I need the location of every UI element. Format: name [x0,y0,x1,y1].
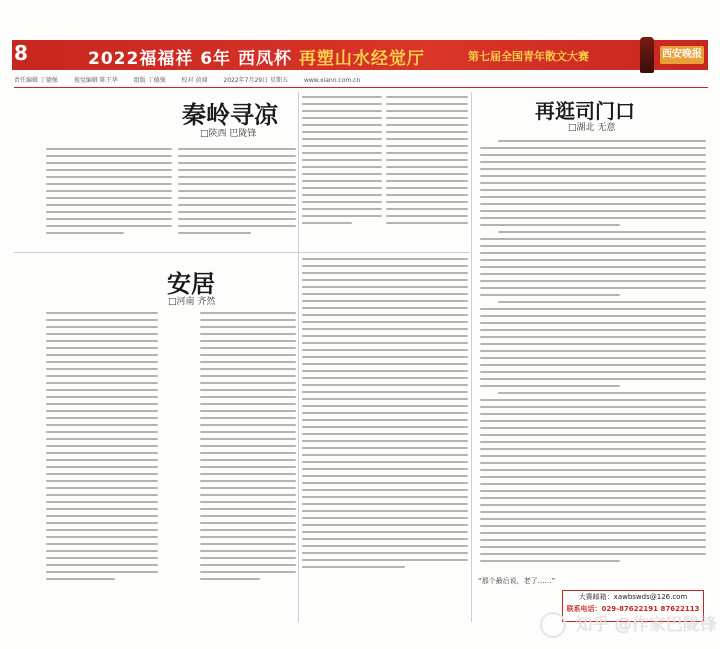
banner-title-main: 2022福福祥 6年 [88,49,232,69]
banner-subtitle: 第七届全国青年散文大赛 [468,50,589,63]
liquor-bottle-icon [640,37,654,73]
article-body [302,96,382,248]
zhihu-avatar-icon [540,612,566,638]
banner-title-brand: 西凤杯 [237,49,292,69]
meta-proofread: 校对 黄闻 [181,77,208,84]
article-byline: □陕西 巴陇锋 [200,129,257,139]
article-body [178,148,296,248]
meta-date: 2022年7月29日 星期五 [223,77,289,84]
contest-phone: 联系电话：029-87622191 87622113 [566,605,700,613]
watermark-text: 知乎 @作家巴陇锋 [575,615,717,635]
article-body [480,140,706,584]
article-closing-line: “那个最后说，老了……” [478,577,556,585]
contest-email: 大赛邮箱：xawbswds@126.com [578,593,688,601]
editor-meta-line [14,75,708,88]
page-number: 8 [14,41,28,65]
meta-layout: 组版 丁德强 [133,77,166,84]
article-body [46,312,158,612]
banner-title [88,44,425,69]
newspaper-logo: 西安晚报 [660,46,704,64]
meta-visual-editor: 视觉编辑 陈王华 [73,77,118,84]
article-title: 再逛司门口 [535,99,635,123]
column-rule [298,92,299,622]
meta-editor: 责任编辑 丁德强 [14,77,58,84]
article-byline: □湖北 无意 [568,123,616,133]
zhihu-watermark [540,610,717,638]
article-body [200,312,296,612]
article-body [302,258,468,612]
article-body [386,96,468,248]
article-title: 秦岭寻凉 [182,100,278,129]
column-rule [471,92,472,622]
banner-title-em: 再塑山水经觉厅 [298,49,425,69]
article-byline: □河南 齐然 [168,297,216,307]
meta-site: www.xiann.com.cn [303,77,361,84]
article-title: 安居 [167,269,215,298]
section-rule [14,252,470,253]
article-body [46,148,172,248]
